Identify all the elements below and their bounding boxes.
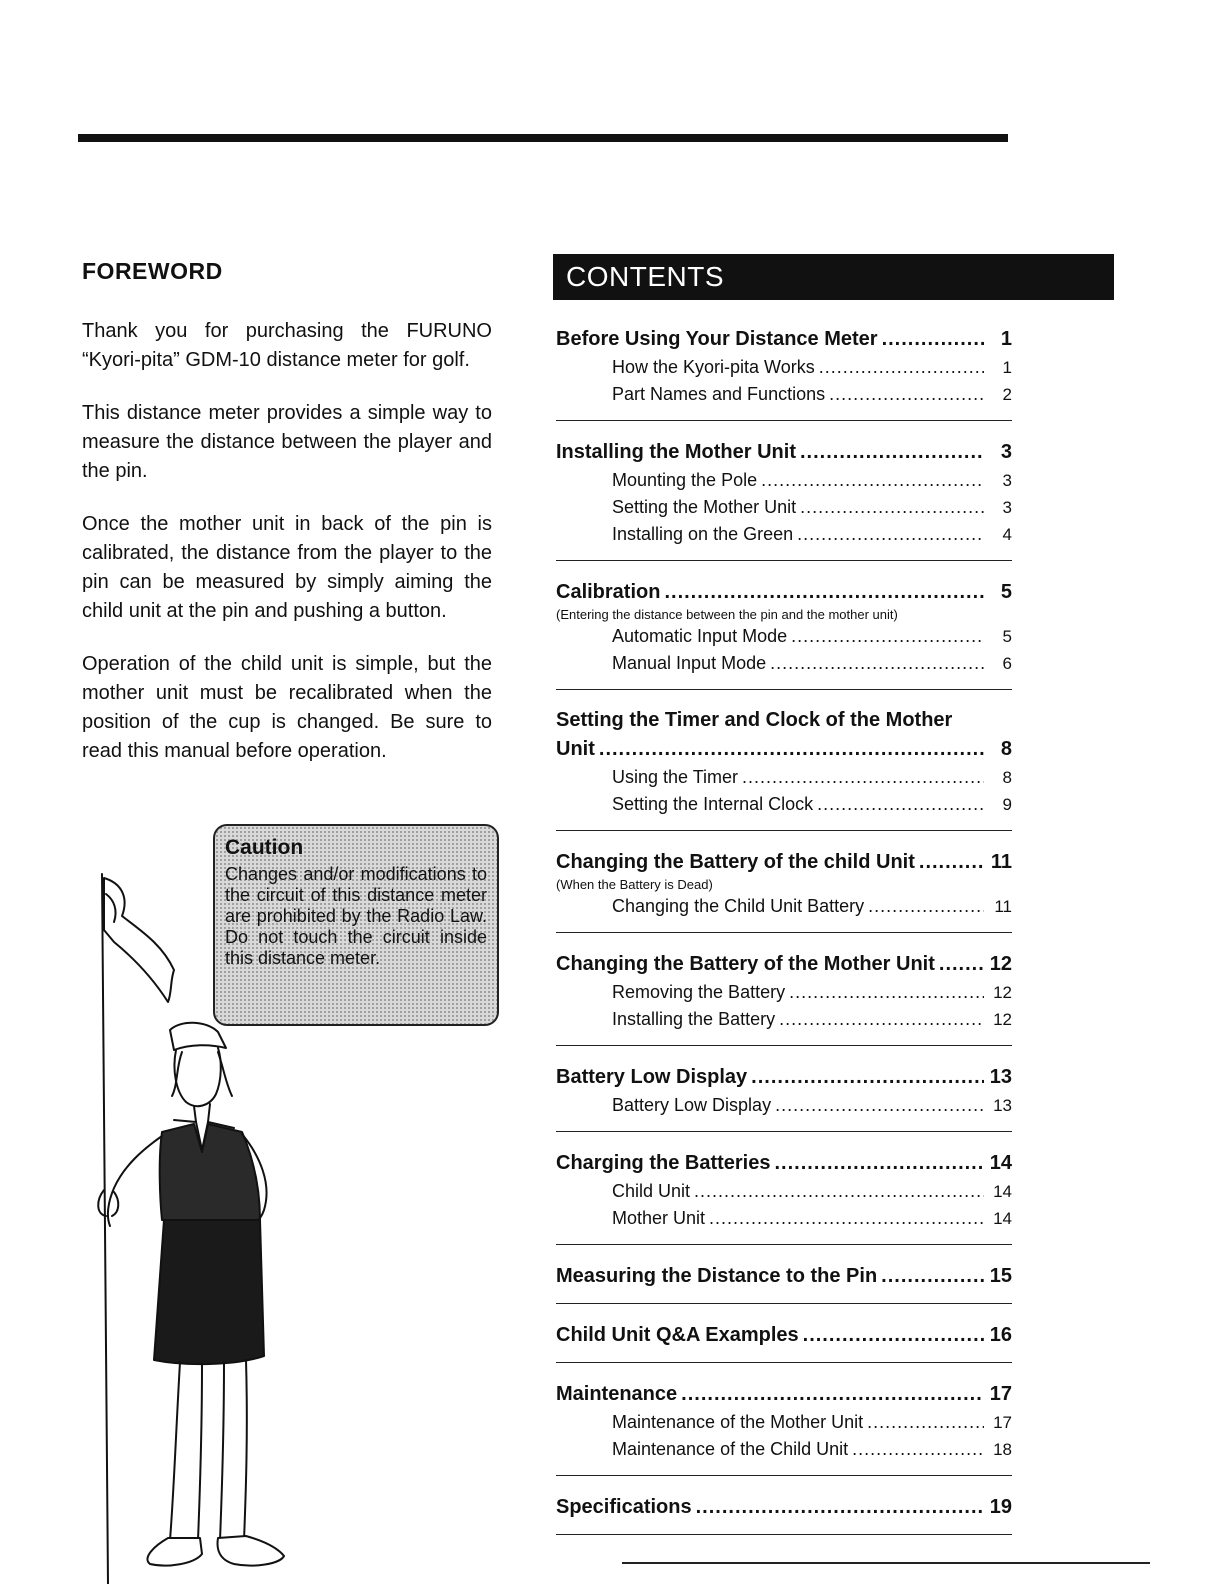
toc-page: 14 <box>993 1209 1012 1228</box>
toc-subentry[interactable] <box>556 1409 1012 1436</box>
toc-title: Unit <box>556 738 595 760</box>
dot-leader <box>761 467 984 494</box>
toc-subentry[interactable] <box>556 381 1012 408</box>
toc-page: 19 <box>989 1496 1012 1518</box>
toc-sublabel: Setting the Mother Unit <box>612 497 797 517</box>
toc-sublabel: Child Unit <box>612 1181 691 1201</box>
toc-section <box>556 702 1012 831</box>
toc-title: Charging the Batteries <box>556 1152 771 1174</box>
foreword-title: FOREWORD <box>82 258 223 284</box>
dot-leader <box>779 1006 984 1033</box>
toc-subentry[interactable] <box>556 1092 1012 1119</box>
top-rule <box>78 134 1008 142</box>
toc-sublabel: Changing the Child Unit Battery <box>612 896 865 916</box>
dot-leader <box>868 893 984 920</box>
foreword-paragraph: This distance meter provides a simple way to measure the distance between the player and the pin. <box>82 402 492 482</box>
foreword-paragraph: Once the mother unit in back of the pin is calibrated, the distance from the player to the pin can be measured by simply aiming the child unit at the pin and pushing a button. <box>82 513 492 622</box>
toc-page: 3 <box>1002 498 1012 517</box>
dot-leader <box>696 1492 984 1522</box>
toc-entry[interactable] <box>556 324 1012 354</box>
toc-subentry[interactable] <box>556 1178 1012 1205</box>
dot-leader <box>664 577 984 607</box>
toc-title: Specifications <box>556 1496 692 1518</box>
dot-leader <box>800 494 984 521</box>
toc-title: Calibration <box>556 581 661 603</box>
dot-leader <box>742 764 984 791</box>
toc-sublabel: Mounting the Pole <box>612 470 758 490</box>
table-of-contents <box>556 320 1012 1547</box>
shoe <box>147 1538 202 1566</box>
toc-entry[interactable] <box>556 577 1012 607</box>
dot-leader <box>829 381 984 408</box>
dot-leader <box>694 1178 984 1205</box>
toc-sublabel: Manual Input Mode <box>612 653 767 673</box>
dot-leader <box>852 1436 984 1463</box>
toc-sublabel: Installing on the Green <box>612 524 794 544</box>
dot-leader <box>681 1379 984 1409</box>
dot-leader <box>791 623 984 650</box>
toc-section <box>556 1316 1012 1363</box>
toc-sublabel: Using the Timer <box>612 767 739 787</box>
dot-leader <box>819 354 984 381</box>
toc-section <box>556 1144 1012 1245</box>
toc-page: 18 <box>993 1440 1012 1459</box>
toc-entry[interactable] <box>556 437 1012 467</box>
toc-subentry[interactable] <box>556 979 1012 1006</box>
dot-leader <box>770 650 984 677</box>
visor-hat <box>170 1023 226 1050</box>
toc-page: 3 <box>1002 471 1012 490</box>
toc-sublabel: Battery Low Display <box>612 1095 772 1115</box>
foreword-section <box>82 258 492 790</box>
toc-subentry[interactable] <box>556 1436 1012 1463</box>
toc-subentry[interactable] <box>556 354 1012 381</box>
dot-leader <box>881 1261 984 1291</box>
toc-page: 2 <box>1002 385 1012 404</box>
toc-entry[interactable] <box>556 1261 1012 1291</box>
toc-title-line[interactable]: Setting the Timer and Clock of the Mother <box>556 709 953 731</box>
toc-entry[interactable] <box>556 949 1012 979</box>
toc-page: 13 <box>989 1066 1012 1088</box>
dot-leader <box>709 1205 984 1232</box>
toc-section <box>556 1058 1012 1132</box>
toc-page: 5 <box>1002 627 1012 646</box>
toc-sublabel: Maintenance of the Child Unit <box>612 1439 849 1459</box>
toc-subentry[interactable] <box>556 764 1012 791</box>
toc-section <box>556 320 1012 421</box>
toc-entry[interactable] <box>556 734 1012 764</box>
flag <box>104 878 174 1002</box>
toc-title: Changing the Battery of the child Unit <box>556 851 915 873</box>
golfer-holding-flag-illustration <box>84 870 304 1584</box>
toc-subentry[interactable] <box>556 467 1012 494</box>
toc-page: 1 <box>1002 358 1012 377</box>
bottom-rule <box>622 1562 1150 1564</box>
toc-section <box>556 945 1012 1046</box>
dot-leader <box>751 1062 984 1092</box>
toc-section <box>556 1375 1012 1476</box>
dot-leader <box>775 1092 984 1119</box>
toc-page: 11 <box>990 851 1012 873</box>
toc-entry[interactable] <box>556 1320 1012 1350</box>
dot-leader <box>817 791 984 818</box>
toc-sublabel: Removing the Battery <box>612 982 786 1002</box>
toc-page: 9 <box>1002 795 1012 814</box>
toc-sublabel: Automatic Input Mode <box>612 626 788 646</box>
toc-title: Battery Low Display <box>556 1066 748 1088</box>
contents-header: CONTENTS <box>553 254 1114 300</box>
toc-page: 12 <box>993 983 1012 1002</box>
toc-subentry[interactable] <box>556 623 1012 650</box>
toc-note: (When the Battery is Dead) <box>556 877 713 892</box>
dot-leader <box>882 324 984 354</box>
toc-page: 3 <box>1000 441 1012 463</box>
toc-title: Before Using Your Distance Meter <box>556 328 878 350</box>
caution-title: Caution <box>225 836 304 859</box>
toc-subentry[interactable] <box>556 494 1012 521</box>
foreword-paragraph: Thank you for purchasing the FURUNO “Kyori-pita” GDM-10 distance meter for golf. <box>82 320 492 371</box>
toc-section <box>556 573 1012 690</box>
toc-subentry[interactable] <box>556 1006 1012 1033</box>
toc-sublabel: Mother Unit <box>612 1208 706 1228</box>
toc-page: 12 <box>989 953 1012 975</box>
dot-leader <box>939 949 984 979</box>
flag-pole <box>102 874 108 1584</box>
dot-leader <box>867 1409 984 1436</box>
toc-sublabel: Installing the Battery <box>612 1009 776 1029</box>
toc-entry[interactable] <box>556 1492 1012 1522</box>
toc-note: (Entering the distance between the pin and the mother unit) <box>556 607 898 622</box>
toc-sublabel: Part Names and Functions <box>612 384 826 404</box>
toc-page: 13 <box>993 1096 1012 1115</box>
toc-subentry[interactable] <box>556 650 1012 677</box>
toc-sublabel: How the Kyori-pita Works <box>612 357 815 377</box>
toc-entry[interactable] <box>556 1379 1012 1409</box>
toc-page: 16 <box>989 1324 1012 1346</box>
toc-subentry[interactable] <box>556 1205 1012 1232</box>
toc-entry[interactable] <box>556 847 1012 877</box>
dot-leader <box>803 1320 984 1350</box>
skirt <box>154 1220 264 1364</box>
dot-leader <box>774 1148 984 1178</box>
toc-title: Changing the Battery of the Mother Unit <box>556 953 935 975</box>
foreword-paragraph: Operation of the child unit is simple, but the mother unit must be recalibrated when the position of the cup is changed. Be sure to read this manual before operation. <box>82 653 492 762</box>
toc-title: Maintenance <box>556 1383 678 1405</box>
toc-page: 17 <box>993 1413 1012 1432</box>
dot-leader <box>800 437 984 467</box>
toc-section <box>556 433 1012 561</box>
toc-entry[interactable] <box>556 1062 1012 1092</box>
toc-page: 5 <box>1000 581 1012 603</box>
toc-section <box>556 1488 1012 1535</box>
toc-sublabel: Setting the Internal Clock <box>612 794 814 814</box>
toc-page: 15 <box>989 1265 1012 1287</box>
toc-page: 8 <box>1000 738 1012 760</box>
toc-page: 8 <box>1002 768 1012 787</box>
toc-page: 12 <box>993 1010 1012 1029</box>
dot-leader <box>919 847 984 877</box>
toc-section <box>556 1257 1012 1304</box>
toc-page: 1 <box>1000 328 1012 350</box>
toc-entry[interactable] <box>556 1148 1012 1178</box>
toc-page: 14 <box>993 1182 1012 1201</box>
toc-title: Measuring the Distance to the Pin <box>556 1265 878 1287</box>
dot-leader <box>599 734 984 764</box>
toc-sublabel: Maintenance of the Mother Unit <box>612 1412 864 1432</box>
toc-title: Installing the Mother Unit <box>556 441 796 463</box>
toc-page: 17 <box>989 1383 1012 1405</box>
toc-page: 11 <box>994 897 1012 916</box>
toc-subentry[interactable] <box>556 521 1012 548</box>
toc-title: Child Unit Q&A Examples <box>556 1324 799 1346</box>
toc-subentry[interactable] <box>556 893 1012 920</box>
caution-text: Changes and/or modifications to the circuit of this distance meter are prohibited by the Radio Law. Do not touch the circuit inside this distance meter. <box>225 864 487 968</box>
toc-page: 14 <box>989 1152 1012 1174</box>
dot-leader <box>797 521 984 548</box>
dot-leader <box>789 979 984 1006</box>
toc-page: 4 <box>1002 525 1012 544</box>
toc-section <box>556 843 1012 933</box>
toc-subentry[interactable] <box>556 791 1012 818</box>
toc-page: 6 <box>1002 654 1012 673</box>
shoe <box>218 1536 284 1566</box>
